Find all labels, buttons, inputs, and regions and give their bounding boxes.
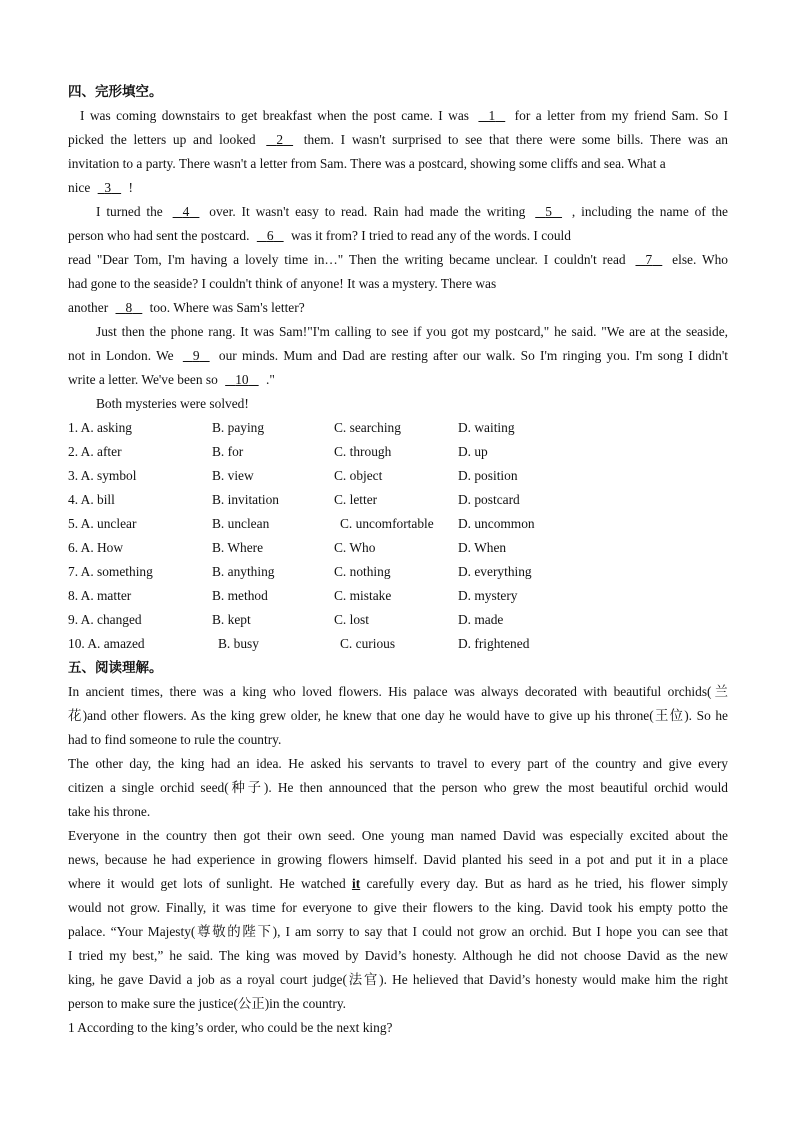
reading-line: citizen a single orchid seed(种子). He then announced that the person who grew the most beautiful orchid would bbox=[68, 780, 728, 795]
option-c: C. searching bbox=[334, 420, 401, 435]
underlined-it: it bbox=[351, 876, 361, 891]
option-b: B. method bbox=[212, 588, 268, 603]
reading-line: The other day, the king had an idea. He asked his servants to travel to every part of the country and give every bbox=[68, 756, 728, 771]
blank-number: 1 bbox=[488, 108, 496, 123]
option-c: C. lost bbox=[334, 612, 369, 627]
document-page bbox=[68, 80, 728, 1040]
cloze-p1-line1 bbox=[68, 104, 728, 128]
option-row bbox=[68, 512, 728, 536]
option-b: B. invitation bbox=[212, 492, 279, 507]
option-row bbox=[68, 416, 728, 440]
option-a: 6. A. How bbox=[68, 540, 124, 555]
blank-7 bbox=[631, 248, 666, 272]
cloze-p1-line2 bbox=[68, 128, 728, 152]
option-b: B. busy bbox=[218, 636, 259, 651]
text: invitation to a party. There wasn't a letter from Sam. There was a postcard, showing some cliffs and sea. What a bbox=[68, 156, 666, 171]
option-a: 7. A. something bbox=[68, 564, 153, 579]
reading-line bbox=[68, 872, 728, 896]
text: read "Dear Tom, I'm having a lovely time in…" Then the writing became unclear. I couldn't read bbox=[68, 252, 632, 267]
reading-line: king, he gave David a job as a royal court judge(法官). He helieved that David’s honesty would make him the right bbox=[68, 972, 728, 987]
reading-line: I tried my best,” he said. The king was moved by David’s honesty. Although he did not choose David as the new bbox=[68, 948, 728, 963]
reading-line: news, because he had experience in growing flowers himself. David planted his seed in a pot and put it in a place bbox=[68, 852, 728, 867]
text: I turned the bbox=[96, 204, 169, 219]
option-c: C. nothing bbox=[334, 564, 391, 579]
blank-3 bbox=[94, 176, 125, 200]
reading-line: 花)and other flowers. As the king grew older, he knew that one day he would have to give up his throne(王位). So he bbox=[68, 708, 728, 723]
text: ." bbox=[262, 372, 275, 387]
text: where it would get lots of sunlight. He watched bbox=[68, 876, 352, 891]
blank-number: 4 bbox=[182, 204, 190, 219]
option-d: D. position bbox=[458, 468, 518, 483]
option-row bbox=[68, 440, 728, 464]
text: too. Where was Sam's letter? bbox=[146, 300, 305, 315]
text: was it from? I tried to read any of the words. I could bbox=[287, 228, 571, 243]
text: our minds. Mum and Dad are resting after our walk. So I'm ringing you. I'm song I didn't bbox=[213, 348, 728, 363]
blank-5 bbox=[531, 200, 566, 224]
blank-number: 6 bbox=[266, 228, 274, 243]
option-a: 8. A. matter bbox=[68, 588, 132, 603]
cloze-p3-line3 bbox=[68, 368, 728, 392]
blank-9 bbox=[179, 344, 214, 368]
text: not in London. We bbox=[68, 348, 179, 363]
option-c: C. mistake bbox=[334, 588, 392, 603]
option-row bbox=[68, 632, 728, 656]
blank-1 bbox=[474, 104, 509, 128]
option-c: C. through bbox=[334, 444, 392, 459]
cloze-p2-line4 bbox=[68, 272, 728, 296]
cloze-p2-line2 bbox=[68, 224, 728, 248]
cloze-p4 bbox=[68, 392, 728, 416]
option-d: D. made bbox=[458, 612, 504, 627]
option-row bbox=[68, 464, 728, 488]
option-a: 4. A. bill bbox=[68, 492, 115, 507]
text: write a letter. We've been so bbox=[68, 372, 222, 387]
blank-number: 9 bbox=[192, 348, 200, 363]
option-row bbox=[68, 560, 728, 584]
cloze-p3-line2 bbox=[68, 344, 728, 368]
option-d: D. uncommon bbox=[458, 516, 535, 531]
blank-number: 3 bbox=[104, 180, 112, 195]
text: else. Who bbox=[666, 252, 728, 267]
blank-number: 8 bbox=[125, 300, 133, 315]
option-d: D. up bbox=[458, 444, 488, 459]
option-row bbox=[68, 608, 728, 632]
reading-heading: 五、阅读理解。 bbox=[68, 660, 163, 676]
option-d: D. postcard bbox=[458, 492, 520, 507]
option-c: C. uncomfortable bbox=[340, 516, 434, 531]
option-b: B. for bbox=[212, 444, 244, 459]
reading-line: would not grow. Finally, it was time for everyone to give their flowers to the king. David took his empty potto the bbox=[68, 900, 728, 915]
option-d: D. When bbox=[458, 540, 507, 555]
cloze-p2-line1 bbox=[68, 200, 728, 224]
option-a: 9. A. changed bbox=[68, 612, 142, 627]
cloze-options bbox=[68, 416, 728, 656]
blank-number: 2 bbox=[276, 132, 284, 147]
option-b: B. kept bbox=[212, 612, 251, 627]
option-d: D. everything bbox=[458, 564, 532, 579]
option-c: C. letter bbox=[334, 492, 378, 507]
cloze-p2-line5 bbox=[68, 296, 728, 320]
option-d: D. waiting bbox=[458, 420, 515, 435]
option-c: C. Who bbox=[334, 540, 376, 555]
option-a: 5. A. unclear bbox=[68, 516, 137, 531]
reading-line: In ancient times, there was a king who loved flowers. His palace was always decorated with beautiful orchids(兰 bbox=[68, 684, 728, 699]
blank-2 bbox=[262, 128, 297, 152]
question-1: 1 According to the king’s order, who could be the next king? bbox=[68, 1020, 393, 1035]
option-d: D. mystery bbox=[458, 588, 518, 603]
option-b: B. Where bbox=[212, 540, 264, 555]
reading-line: palace. “Your Majesty(尊敬的陛下), I am sorry to say that I could not grow an orchid. But I hope you can see that bbox=[68, 924, 728, 939]
text: Just then the phone rang. It was Sam!"I'm calling to see if you got my postcard," he said. "We are at the seaside, bbox=[96, 324, 728, 339]
option-a: 2. A. after bbox=[68, 444, 122, 459]
blank-8 bbox=[112, 296, 147, 320]
blank-4 bbox=[169, 200, 204, 224]
text: , including the name of the bbox=[566, 204, 728, 219]
cloze-p1-line4 bbox=[68, 176, 728, 200]
text: for a letter from my friend Sam. So I bbox=[509, 108, 729, 123]
option-a: 1. A. asking bbox=[68, 420, 132, 435]
text: person who had sent the postcard. bbox=[68, 228, 253, 243]
option-b: B. unclean bbox=[212, 516, 270, 531]
text: nice bbox=[68, 180, 94, 195]
text: carefully every day. But as hard as he tried, his flower simply bbox=[360, 876, 728, 891]
text: I was coming downstairs to get breakfast when the post came. I was bbox=[80, 108, 475, 123]
reading-line: person to make sure the justice(公正)in the country. bbox=[68, 996, 347, 1011]
blank-number: 5 bbox=[545, 204, 552, 219]
cloze-p3-line1 bbox=[68, 320, 728, 344]
cloze-heading: 四、完形填空。 bbox=[68, 84, 163, 100]
option-row bbox=[68, 584, 728, 608]
text: over. It wasn't easy to read. Rain had made the writing bbox=[203, 204, 532, 219]
option-a: 3. A. symbol bbox=[68, 468, 137, 483]
reading-line: Everyone in the country then got their own seed. One young man named David was especially excited about the bbox=[68, 828, 728, 843]
cloze-p2-line3 bbox=[68, 248, 728, 272]
option-a: 10. A. amazed bbox=[68, 636, 145, 651]
blank-number: 10 bbox=[235, 372, 249, 387]
option-row bbox=[68, 536, 728, 560]
text: Both mysteries were solved! bbox=[96, 396, 249, 411]
option-c: C. object bbox=[334, 468, 383, 483]
cloze-p1-line3 bbox=[68, 152, 728, 176]
text: ! bbox=[125, 180, 133, 195]
option-row bbox=[68, 488, 728, 512]
text: picked the letters up and looked bbox=[68, 132, 263, 147]
text: them. I wasn't surprised to see that there were some bills. There was an bbox=[297, 132, 729, 147]
blank-number: 7 bbox=[645, 252, 653, 267]
option-c: C. curious bbox=[340, 636, 396, 651]
text: another bbox=[68, 300, 112, 315]
option-d: D. frightened bbox=[458, 636, 530, 651]
option-b: B. paying bbox=[212, 420, 265, 435]
reading-line: had to find someone to rule the country. bbox=[68, 732, 282, 747]
reading-line: take his throne. bbox=[68, 804, 151, 819]
text: had gone to the seaside? I couldn't think of anyone! It was a mystery. There was bbox=[68, 276, 497, 291]
blank-10 bbox=[221, 368, 262, 392]
option-b: B. anything bbox=[212, 564, 275, 579]
blank-6 bbox=[253, 224, 288, 248]
option-b: B. view bbox=[212, 468, 254, 483]
